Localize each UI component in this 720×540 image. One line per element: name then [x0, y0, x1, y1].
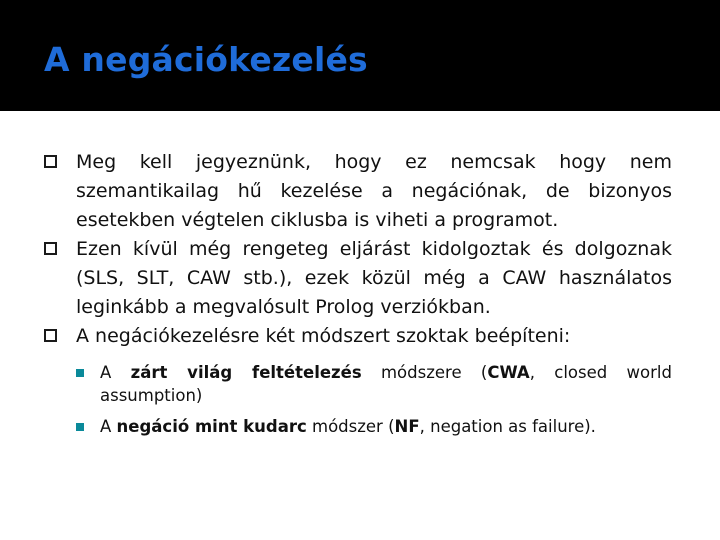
sub-bullet-prefix: A: [100, 417, 117, 436]
square-bullet-icon: [76, 423, 84, 431]
checkbox-bullet-icon: [44, 155, 57, 168]
bullet-item: [44, 235, 672, 322]
sub-bullet-abbr: NF: [394, 417, 420, 436]
title-bar: [0, 0, 720, 111]
sub-bullet-term: negáció mint kudarc: [116, 417, 307, 436]
sub-bullet-abbr: CWA: [487, 363, 530, 382]
bullet-text: Ezen kívül még rengeteg eljárást kidolgoztak és dolgoznak (SLS, SLT, CAW stb.), ezek közül még a CAW használatos leginkább a megvalósult Prolog verziókban.: [76, 238, 672, 318]
sub-bullet-prefix: A: [100, 363, 131, 382]
sub-bullet-item: [76, 361, 672, 407]
slide-title: A negációkezelés: [44, 40, 368, 79]
sub-bullet-mid: módszer (: [306, 417, 395, 436]
sub-bullet-term: zárt világ feltételezés: [130, 363, 362, 382]
checkbox-bullet-icon: [44, 329, 57, 342]
sub-bullet-item: [76, 415, 672, 438]
bullet-item: [44, 322, 672, 351]
bullet-item: [44, 148, 672, 235]
sub-bullet-mid: módszere (: [361, 363, 488, 382]
slide-content: [44, 148, 672, 446]
checkbox-bullet-icon: [44, 242, 57, 255]
bullet-text: Meg kell jegyeznünk, hogy ez nemcsak hogy nem szemantikailag hű kezelése a negációnak, de bizonyos esetekben végtelen ciklusba is viheti a programot.: [76, 151, 672, 231]
sub-bullet-suffix: , negation as failure).: [419, 417, 596, 436]
sub-bullet-suffix: , closed world assumption): [100, 363, 672, 405]
bullet-text: A negációkezelésre két módszert szoktak beépíteni:: [76, 325, 571, 347]
sub-bullet-list: [76, 361, 672, 438]
square-bullet-icon: [76, 369, 84, 377]
